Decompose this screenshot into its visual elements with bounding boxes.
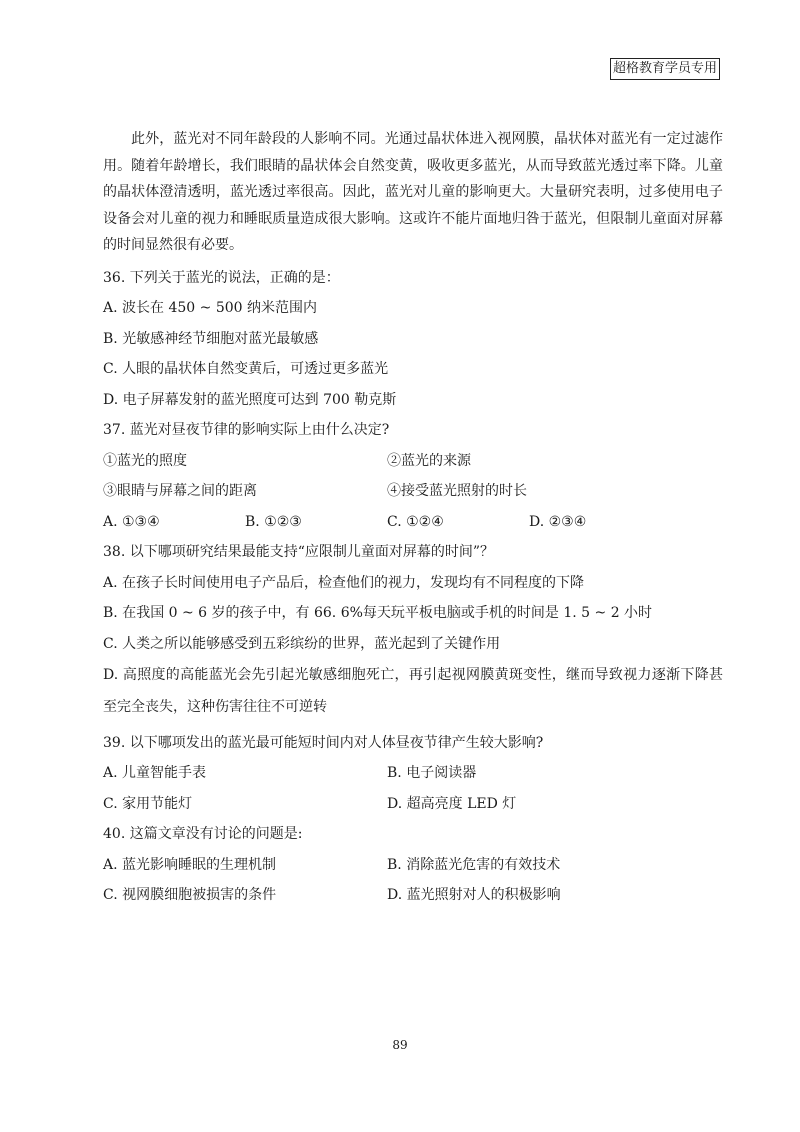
q37-options-row	[103, 511, 723, 533]
q37-stem: 37. 蓝光对昼夜节律的影响实际上由什么决定?	[103, 422, 390, 438]
q36-option-a[interactable]: A. 波长在 450 ~ 500 纳米范围内	[103, 300, 317, 316]
q38-option-c[interactable]: C. 人类之所以能够感受到五彩缤纷的世界，蓝光起到了关键作用	[103, 635, 501, 652]
q38-option-b[interactable]: B. 在我国 0 ~ 6 岁的孩子中，有 66. 6%每天玩平板电脑或手机的时间是 1. 5 ~ 2 小时	[103, 605, 653, 621]
q39-option-b[interactable]: B. 电子阅读器	[387, 765, 477, 781]
q36-stem: 36. 下列关于蓝光的说法，正确的是：	[103, 269, 340, 286]
q39-options-row-1	[103, 762, 723, 784]
q37-option-d[interactable]: D. ②③④	[529, 513, 587, 530]
q39-option-c[interactable]: C. 家用节能灯	[103, 795, 193, 812]
q39-option-a[interactable]: A. 儿童智能手表	[103, 765, 207, 781]
q37-item-2: ②蓝光的来源	[387, 452, 471, 469]
q36-option-d[interactable]: D. 电子屏幕发射的蓝光照度可达到 700 勒克斯	[103, 391, 397, 408]
q37-option-c[interactable]: C. ①②④	[387, 513, 444, 530]
q37-item-3: ③眼睛与屏幕之间的距离	[103, 483, 257, 499]
q37-option-b[interactable]: B. ①②③	[245, 513, 302, 530]
q40-option-d[interactable]: D. 蓝光照射对人的积极影响	[387, 887, 561, 903]
q37-item-4: ④接受蓝光照射的时长	[387, 483, 527, 499]
q37-items-row-1	[103, 450, 723, 472]
q40-option-b[interactable]: B. 消除蓝光危害的有效技术	[387, 856, 561, 873]
q39-option-d[interactable]: D. 超高亮度 LED 灯	[387, 795, 517, 812]
header-label: 超格教育学员专用	[610, 58, 720, 80]
q38-stem: 38. 以下哪项研究结果最能支持“应限制儿童面对屏幕的时间”？	[103, 544, 495, 560]
q40-options-row-2	[103, 884, 723, 906]
q36-option-b[interactable]: B. 光敏感神经节细胞对蓝光最敏感	[103, 330, 319, 347]
q37-item-1: ①蓝光的照度	[103, 452, 187, 469]
q39-stem: 39. 以下哪项发出的蓝光最可能短时间内对人体昼夜节律产生较大影响?	[103, 734, 544, 751]
q38-option-a[interactable]: A. 在孩子长时间使用电子产品后，检查他们的视力，发现均有不同程度的下降	[103, 574, 585, 591]
passage-paragraph: 此外，蓝光对不同年龄段的人影响不同。光通过晶状体进入视网膜，晶状体对蓝光有一定过滤作用。随着年龄增长，我们眼睛的晶状体会自然变黄，吸收更多蓝光，从而导致蓝光透过率下降。儿童的晶状体澄清透明，蓝光透过率很高。因此，蓝光对儿童的影响更大。大量研究表明，过多使用电子设备会对儿童的视力和睡眠质量造成很大影响。这或许不能片面地归咎于蓝光，但限制儿童面对屏幕的时间显然很有必要。	[103, 131, 723, 253]
q40-stem: 40. 这篇文章没有讨论的问题是:	[103, 826, 303, 842]
page-number: 89	[392, 1038, 408, 1052]
q36-option-c[interactable]: C. 人眼的晶状体自然变黄后，可透过更多蓝光	[103, 361, 389, 377]
exam-content	[103, 126, 723, 915]
q39-options-row-2	[103, 793, 723, 815]
q40-options-row-1	[103, 854, 723, 876]
q38-option-d[interactable]: D. 高照度的高能蓝光会先引起光敏感细胞死亡，再引起视网膜黄斑变性，继而导致视力逐渐下降甚至完全丧失，这种伤害往往不可逆转	[103, 667, 723, 715]
q40-option-a[interactable]: A. 蓝光影响睡眠的生理机制	[103, 856, 277, 873]
q37-option-a[interactable]: A. ①③④	[103, 513, 160, 530]
q37-items-row-2	[103, 480, 723, 502]
q40-option-c[interactable]: C. 视网膜细胞被损害的条件	[103, 887, 277, 903]
